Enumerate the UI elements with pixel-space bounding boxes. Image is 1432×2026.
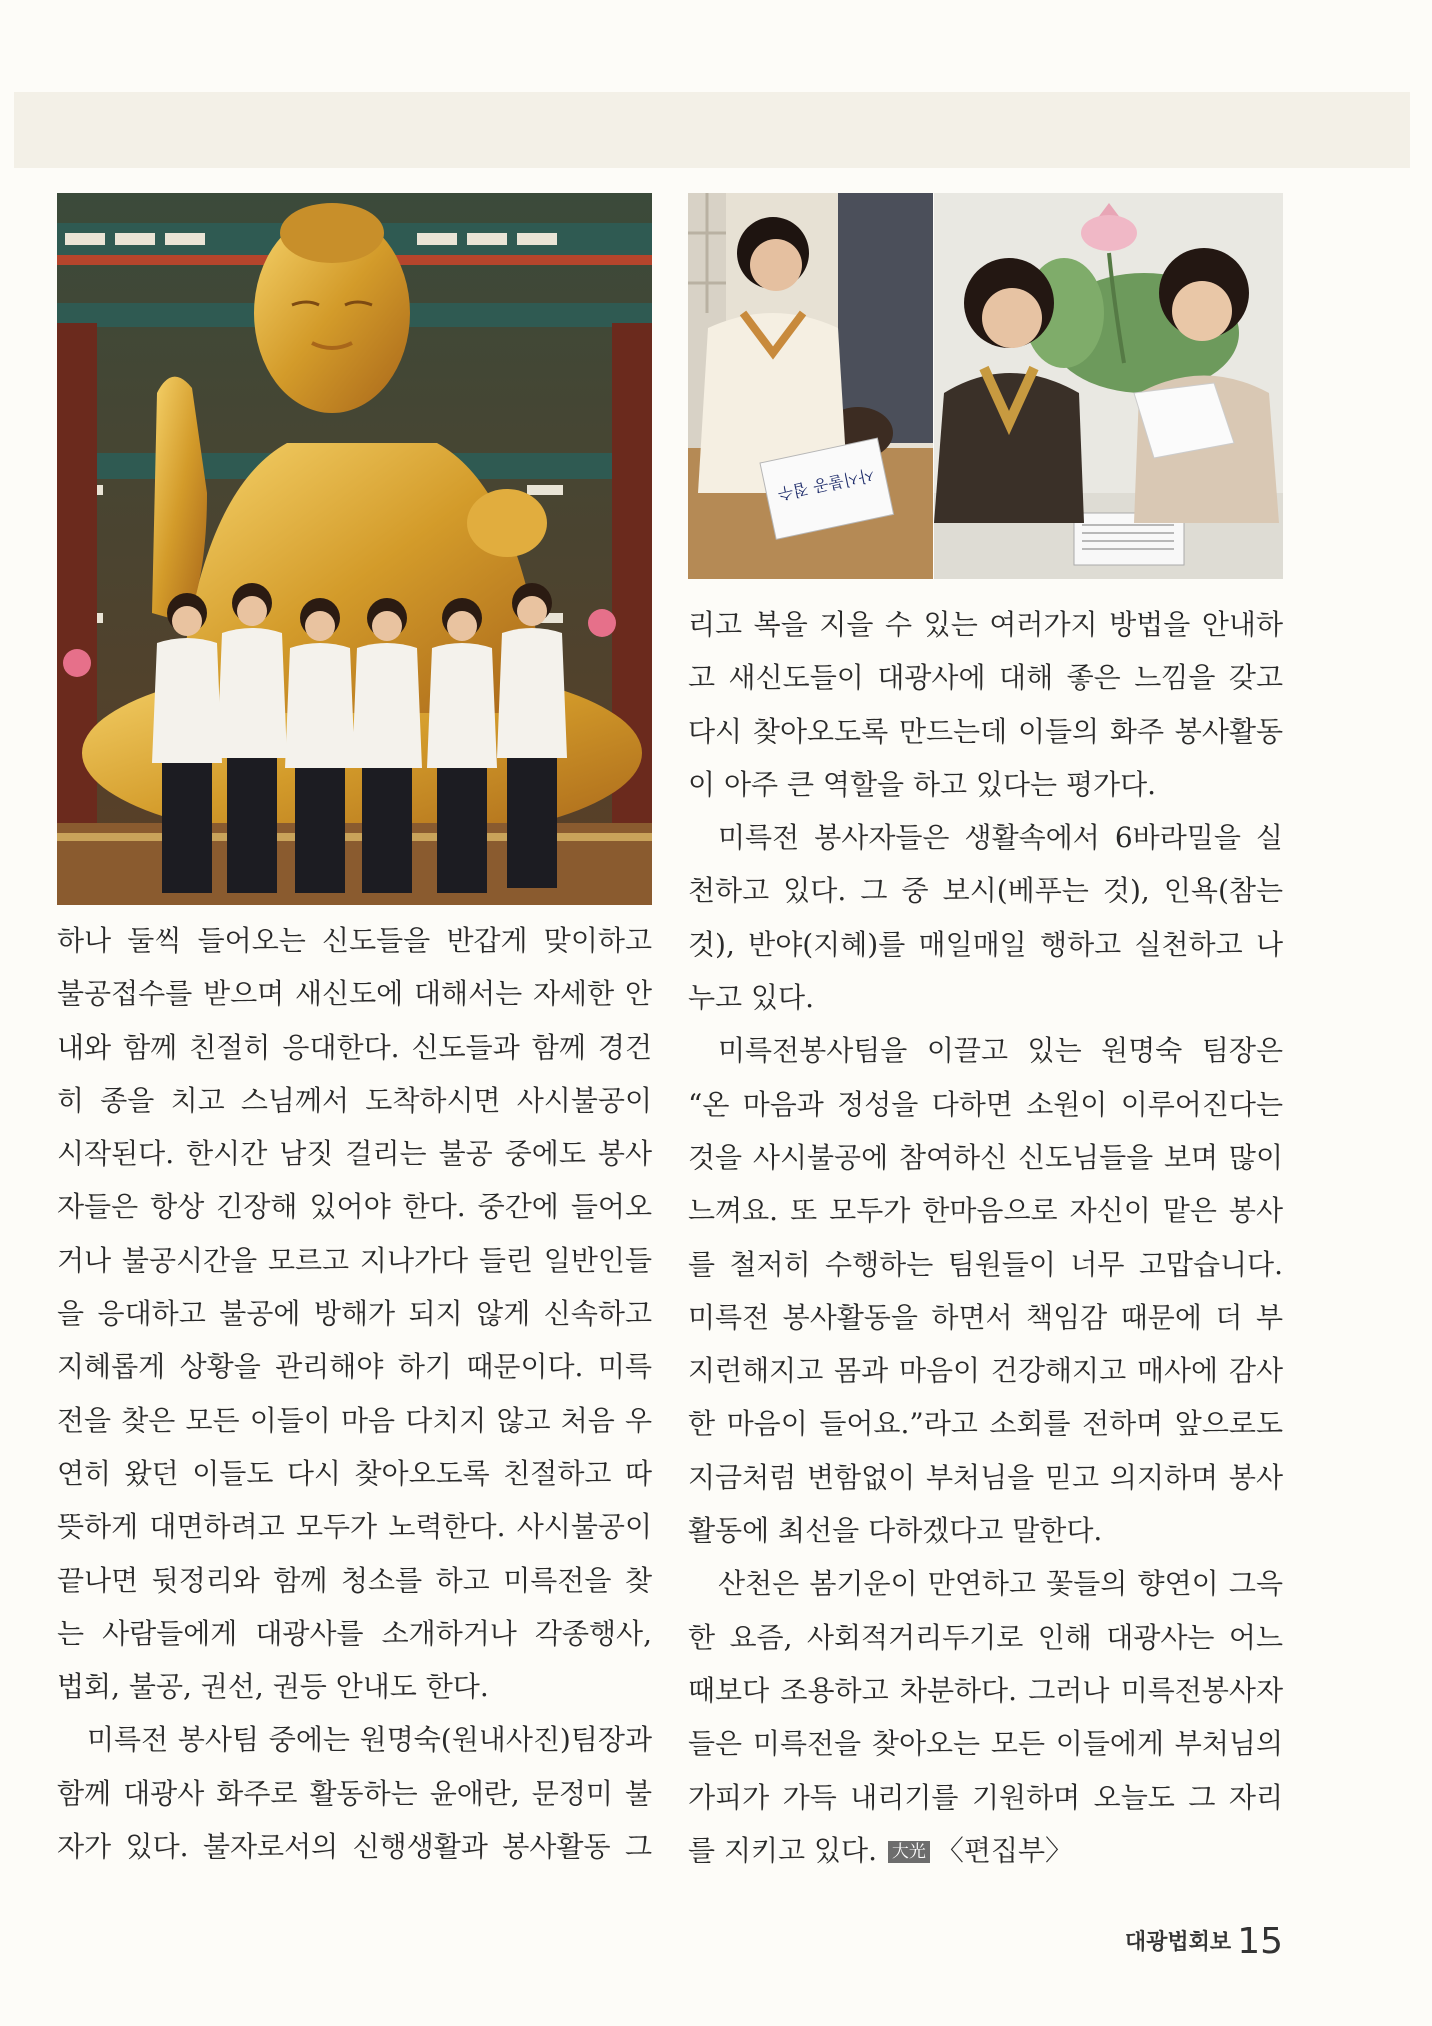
text-line: 전을 찾은 모든 이들이 마음 다치지 않고 처음 우 xyxy=(57,1403,652,1437)
end-mark-badge: 大光 xyxy=(888,1841,930,1863)
text-line: “온 마음과 정성을 다하면 소원이 이루어진다는 xyxy=(688,1087,1283,1121)
article-column-right xyxy=(688,598,1283,1877)
text-line: 지혜롭게 상황을 관리해야 하기 때문이다. 미륵 xyxy=(57,1350,652,1384)
byline: 〈편집부〉 xyxy=(935,1833,1074,1867)
text-line: 것), 반야(지혜)를 매일매일 행하고 실천하고 나 xyxy=(688,927,1283,961)
text-line: 미륵전 봉사활동을 하면서 책임감 때문에 더 부 xyxy=(688,1300,1283,1334)
text-line: 천하고 있다. 그 중 보시(베푸는 것), 인욕(참는 xyxy=(688,874,1283,908)
text-line: 한 마음이 들어요.”라고 소회를 전하며 앞으로도 xyxy=(688,1407,1283,1441)
text-line: 들은 미륵전을 찾아오는 모든 이들에게 부처님의 xyxy=(688,1727,1283,1761)
text-line: 를 철저히 수행하는 팀원들이 너무 고맙습니다. xyxy=(688,1247,1283,1281)
page-number: 15 xyxy=(1237,1921,1283,1962)
text-line: 을 응대하고 불공에 방해가 되지 않게 신속하고 xyxy=(57,1297,652,1331)
photo-team-leader xyxy=(934,193,1283,579)
text-line: 리고 복을 지을 수 있는 여러가지 방법을 안내하 xyxy=(688,608,1283,641)
text-line: 내와 함께 친절히 응대한다. 신도들과 함께 경건 xyxy=(57,1030,652,1064)
text-line: 미륵전봉사팀을 이끌고 있는 원명숙 팀장은 xyxy=(718,1034,1283,1068)
text-line: 이 아주 큰 역할을 하고 있다는 평가다. xyxy=(688,767,1157,801)
text-line: 때보다 조용하고 차분하다. 그러나 미륵전봉사자 xyxy=(688,1673,1283,1707)
text-line: 하나 둘씩 들어오는 신도들을 반갑게 맞이하고 xyxy=(57,924,652,957)
closing-text: 를 지키고 있다. xyxy=(688,1833,877,1867)
text-line: 지금처럼 변함없이 부처님을 믿고 의지하며 봉사 xyxy=(688,1460,1283,1494)
text-line: 누고 있다. xyxy=(688,981,814,1015)
text-line: 자가 있다. 불자로서의 신행생활과 봉사활동 그 xyxy=(57,1830,652,1864)
photo-buddha-statue-volunteers xyxy=(57,193,652,905)
text-line: 불공접수를 받으며 새신도에 대해서는 자세한 안 xyxy=(57,977,652,1011)
text-line: 미륵전 봉사자들은 생활속에서 6바라밀을 실 xyxy=(718,821,1283,855)
text-line: 것을 사시불공에 참여하신 신도님들을 보며 많이 xyxy=(688,1140,1283,1174)
text-line: 뜻하게 대면하려고 모두가 노력한다. 사시불공이 xyxy=(57,1510,652,1544)
text-line: 한 요즘, 사회적거리두기로 인해 대광사는 어느 xyxy=(688,1620,1283,1654)
text-line: 함께 대광사 화주로 활동하는 윤애란, 문정미 불 xyxy=(57,1776,652,1810)
closing-line xyxy=(688,1824,1283,1877)
page-footer xyxy=(1125,1921,1283,1962)
article-column-left xyxy=(57,914,652,1873)
text-line: 끝나면 뒷정리와 함께 청소를 하고 미륵전을 찾 xyxy=(57,1563,652,1597)
text-line: 히 종을 치고 스님께서 도착하시면 사시불공이 xyxy=(57,1083,652,1117)
text-line: 연히 왔던 이들도 다시 찾아오도록 친절하고 따 xyxy=(57,1456,652,1490)
text-line: 다시 찾아오도록 만드는데 이들의 화주 봉사활동 xyxy=(688,714,1283,748)
text-line: 활동에 최선을 다하겠다고 말한다. xyxy=(688,1514,1103,1548)
text-line: 산천은 봄기운이 만연하고 꽃들의 향연이 그윽 xyxy=(718,1567,1283,1601)
top-band xyxy=(14,92,1410,168)
publication-name: 대광법회보 xyxy=(1124,1930,1232,1955)
text-line: 가피가 가득 내리기를 기원하며 오늘도 그 자리 xyxy=(688,1780,1283,1814)
text-line: 미륵전 봉사팀 중에는 원명숙(원내사진)팀장과 xyxy=(87,1723,652,1757)
photo-volunteer-reception xyxy=(688,193,933,579)
text-line: 지런해지고 몸과 마음이 건강해지고 매사에 감사 xyxy=(688,1354,1283,1388)
text-line: 는 사람들에게 대광사를 소개하거나 각종행사, xyxy=(57,1616,652,1650)
text-line: 고 새신도들이 대광사에 대해 좋은 느낌을 갖고 xyxy=(688,661,1283,695)
text-line: 자들은 항상 긴장해 있어야 한다. 중간에 들어오 xyxy=(57,1190,652,1224)
text-line: 시작된다. 한시간 남짓 걸리는 불공 중에도 봉사 xyxy=(57,1137,652,1171)
sign-text: 사시불공 접수 xyxy=(776,464,876,504)
text-line: 거나 불공시간을 모르고 지나가다 들린 일반인들 xyxy=(57,1243,652,1277)
text-line: 느껴요. 또 모두가 한마음으로 자신이 맡은 봉사 xyxy=(688,1194,1283,1228)
text-line: 법회, 불공, 권선, 권등 안내도 한다. xyxy=(57,1670,489,1704)
